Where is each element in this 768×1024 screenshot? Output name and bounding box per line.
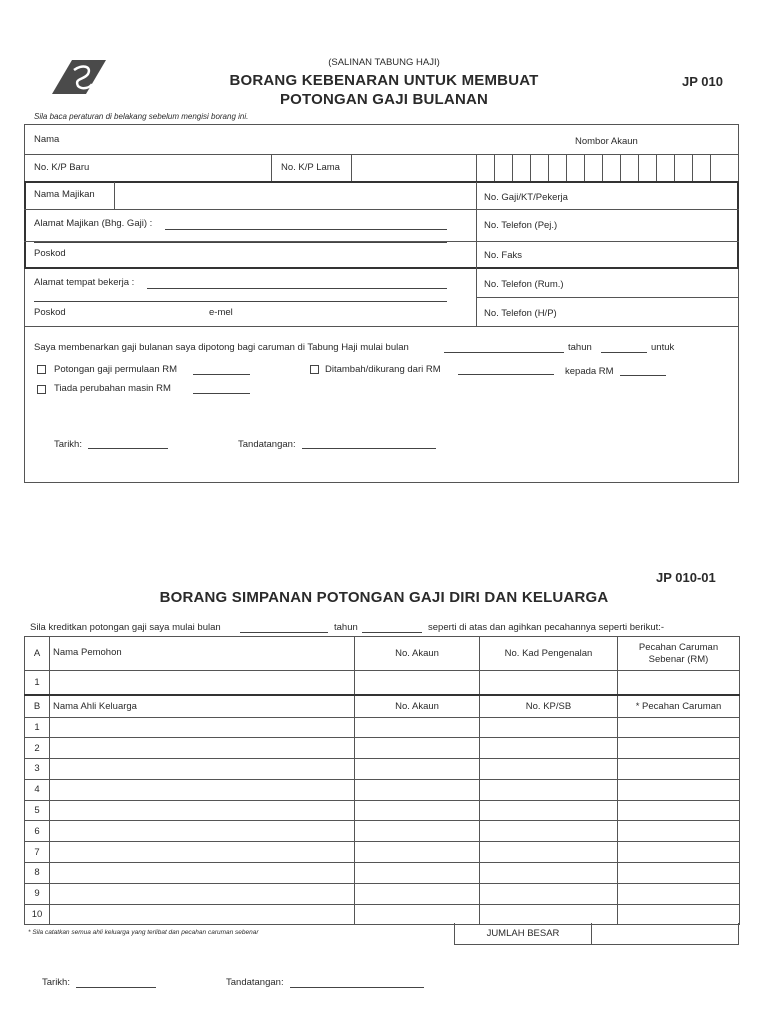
pecahan-cell[interactable] xyxy=(618,821,740,842)
section-b-label: B xyxy=(25,695,50,717)
faks-label: No. Faks xyxy=(484,250,523,261)
header-no-kad-pengenalan: No. Kad Pengenalan xyxy=(480,637,618,671)
row-number: 3 xyxy=(25,759,50,780)
nama-cell[interactable] xyxy=(50,779,355,800)
table-row xyxy=(25,759,740,780)
telefon-pej-label: No. Telefon (Pej.) xyxy=(484,220,558,231)
kepada-amount-line[interactable] xyxy=(620,375,666,376)
row-number: 2 xyxy=(25,738,50,759)
kp-cell[interactable] xyxy=(480,863,618,884)
consent-statement: Saya membenarkan gaji bulanan saya dipotong bagi caruman di Tabung Haji mulai bulan xyxy=(34,342,409,353)
header-no-kp-sb: No. KP/SB xyxy=(480,695,618,717)
no-kp-cell[interactable] xyxy=(480,671,618,695)
form2-tahun-label: tahun xyxy=(334,622,358,633)
pecahan-cell[interactable] xyxy=(618,904,740,925)
row-number: 4 xyxy=(25,779,50,800)
opt-potongan-permulaan: Potongan gaji permulaan RM xyxy=(54,364,178,375)
header-no-akaun-a: No. Akaun xyxy=(355,637,480,671)
header-pecahan-caruman: * Pecahan Caruman xyxy=(618,695,740,717)
poskod-kerja-label: Poskod xyxy=(34,307,66,318)
row-number: 1 xyxy=(25,717,50,738)
kepada-label: kepada RM xyxy=(565,366,614,377)
checkbox-ditambah-dikurang[interactable] xyxy=(310,365,319,374)
mulai-bulan-line[interactable] xyxy=(444,352,564,353)
table-row xyxy=(25,671,740,695)
alamat-kerja-line2[interactable] xyxy=(34,301,447,302)
nama-cell[interactable] xyxy=(50,904,355,925)
pecahan-cell[interactable] xyxy=(618,779,740,800)
akaun-cell[interactable] xyxy=(355,883,480,904)
table-row xyxy=(25,904,740,925)
jumlah-besar-cell[interactable] xyxy=(591,923,739,945)
tarikh-line-2[interactable] xyxy=(76,987,156,988)
section-b-table xyxy=(24,694,740,925)
form2-code: JP 010-01 xyxy=(656,570,716,585)
jumlah-besar-label: JUMLAH BESAR xyxy=(454,923,592,945)
emel-label: e-mel xyxy=(209,307,233,318)
opt-ditambah-dikurang: Ditambah/dikurang dari RM xyxy=(325,364,441,375)
nama-cell[interactable] xyxy=(50,717,355,738)
copy-label: (SALINAN TABUNG HAJI) xyxy=(328,57,440,68)
akaun-cell[interactable] xyxy=(355,717,480,738)
table-row xyxy=(25,717,740,738)
table-row xyxy=(25,779,740,800)
checkbox-tiada-perubahan[interactable] xyxy=(37,385,46,394)
tahun-label: tahun xyxy=(568,342,592,353)
nama-cell[interactable] xyxy=(50,863,355,884)
pecahan-cell[interactable] xyxy=(618,759,740,780)
akaun-cell[interactable] xyxy=(355,779,480,800)
kp-cell[interactable] xyxy=(480,904,618,925)
kp-cell[interactable] xyxy=(480,779,618,800)
form2-instruction: Sila kreditkan potongan gaji saya mulai bulan xyxy=(30,622,221,633)
tarikh-line-1[interactable] xyxy=(88,448,168,449)
permulaan-amount-line[interactable] xyxy=(193,374,250,375)
nama-cell[interactable] xyxy=(50,821,355,842)
nama-pemohon-cell[interactable] xyxy=(50,671,355,695)
no-akaun-cell[interactable] xyxy=(355,671,480,695)
dari-amount-line[interactable] xyxy=(458,374,554,375)
akaun-cell[interactable] xyxy=(355,759,480,780)
row-number: 7 xyxy=(25,842,50,863)
form2-bulan-line[interactable] xyxy=(240,632,328,633)
alamat-kerja-line[interactable] xyxy=(147,288,447,289)
tahun-line[interactable] xyxy=(601,352,647,353)
akaun-cell[interactable] xyxy=(355,863,480,884)
opt-tiada-perubahan: Tiada perubahan masin RM xyxy=(54,383,171,394)
nama-cell[interactable] xyxy=(50,759,355,780)
footnote: * Sila catatkan semua ahli keluarga yang terlibat dan pecahan caruman sebenar xyxy=(28,929,259,936)
form1-box xyxy=(24,124,739,483)
table-row xyxy=(25,842,740,863)
kp-cell[interactable] xyxy=(480,821,618,842)
nama-majikan-label: Nama Majikan xyxy=(34,189,95,200)
tandatangan-line-2[interactable] xyxy=(290,987,424,988)
section-a-label: A xyxy=(25,637,50,671)
alamat-majikan-line2[interactable] xyxy=(34,242,447,243)
header-no-akaun-b: No. Akaun xyxy=(355,695,480,717)
pecahan-cell[interactable] xyxy=(618,863,740,884)
nama-cell[interactable] xyxy=(50,883,355,904)
form2-tahun-line[interactable] xyxy=(362,632,422,633)
no-gaji-label: No. Gaji/KT/Pekerja xyxy=(484,192,568,203)
kp-cell[interactable] xyxy=(480,800,618,821)
tandatangan-line-1[interactable] xyxy=(302,448,436,449)
akaun-cell[interactable] xyxy=(355,821,480,842)
header-nama-pemohon: Nama Pemohon xyxy=(50,637,355,671)
tiada-amount-line[interactable] xyxy=(193,393,250,394)
kp-lama-label: No. K/P Lama xyxy=(281,162,340,173)
akaun-cell[interactable] xyxy=(355,800,480,821)
form-title-line1: BORANG KEBENARAN UNTUK MEMBUAT xyxy=(229,72,539,89)
pecahan-cell[interactable] xyxy=(618,671,740,695)
section-a-table xyxy=(24,636,740,695)
pecahan-cell[interactable] xyxy=(618,738,740,759)
akaun-cell[interactable] xyxy=(355,842,480,863)
table-row xyxy=(25,800,740,821)
kp-baru-label: No. K/P Baru xyxy=(34,162,90,173)
pecahan-cell[interactable] xyxy=(618,883,740,904)
nama-cell[interactable] xyxy=(50,800,355,821)
alamat-majikan-label: Alamat Majikan (Bhg. Gaji) : xyxy=(34,218,153,229)
tandatangan-label-1: Tandatangan: xyxy=(238,439,296,450)
header-pecahan-caruman-sebenar: Pecahan Caruman Sebenar (RM) xyxy=(618,637,740,671)
tarikh-label-2: Tarikh: xyxy=(42,977,70,988)
akaun-cell[interactable] xyxy=(355,904,480,925)
form-code: JP 010 xyxy=(682,74,723,89)
kp-cell[interactable] xyxy=(480,717,618,738)
telefon-hp-label: No. Telefon (H/P) xyxy=(484,308,557,319)
row-number: 5 xyxy=(25,800,50,821)
table-row xyxy=(25,821,740,842)
nama-cell[interactable] xyxy=(50,842,355,863)
pecahan-cell[interactable] xyxy=(618,800,740,821)
nama-cell[interactable] xyxy=(50,738,355,759)
poskod-majikan-label: Poskod xyxy=(34,248,66,259)
form-title-line2: POTONGAN GAJI BULANAN xyxy=(279,91,489,108)
table-row xyxy=(25,883,740,904)
row-number: 1 xyxy=(25,671,50,695)
tarikh-label-1: Tarikh: xyxy=(54,439,82,450)
row-number: 10 xyxy=(25,904,50,925)
pecahan-cell[interactable] xyxy=(618,842,740,863)
table-row xyxy=(25,863,740,884)
pecahan-cell[interactable] xyxy=(618,717,740,738)
header-nama-ahli-keluarga: Nama Ahli Keluarga xyxy=(50,695,355,717)
nombor-akaun-label: Nombor Akaun xyxy=(575,136,638,147)
akaun-cell[interactable] xyxy=(355,738,480,759)
row-number: 9 xyxy=(25,883,50,904)
nama-label: Nama xyxy=(34,134,60,145)
kp-cell[interactable] xyxy=(480,842,618,863)
kp-cell[interactable] xyxy=(480,759,618,780)
row-number: 6 xyxy=(25,821,50,842)
alamat-kerja-label: Alamat tempat bekerja : xyxy=(34,277,135,288)
kp-cell[interactable] xyxy=(480,883,618,904)
row-number: 8 xyxy=(25,863,50,884)
form2-instruction-end: seperti di atas dan agihkan pecahannya seperti berikut:- xyxy=(428,622,665,633)
tandatangan-label-2: Tandatangan: xyxy=(226,977,284,988)
instruction-text: Sila baca peraturan di belakang sebelum mengisi borang ini. xyxy=(34,112,249,121)
kp-cell[interactable] xyxy=(480,738,618,759)
untuk-label: untuk xyxy=(651,342,675,353)
table-row xyxy=(25,738,740,759)
form2-title: BORANG SIMPANAN POTONGAN GAJI DIRI DAN KELUARGA xyxy=(159,589,609,606)
telefon-rum-label: No. Telefon (Rum.) xyxy=(484,279,564,290)
checkbox-potongan-permulaan[interactable] xyxy=(37,365,46,374)
alamat-majikan-line[interactable] xyxy=(165,229,447,230)
